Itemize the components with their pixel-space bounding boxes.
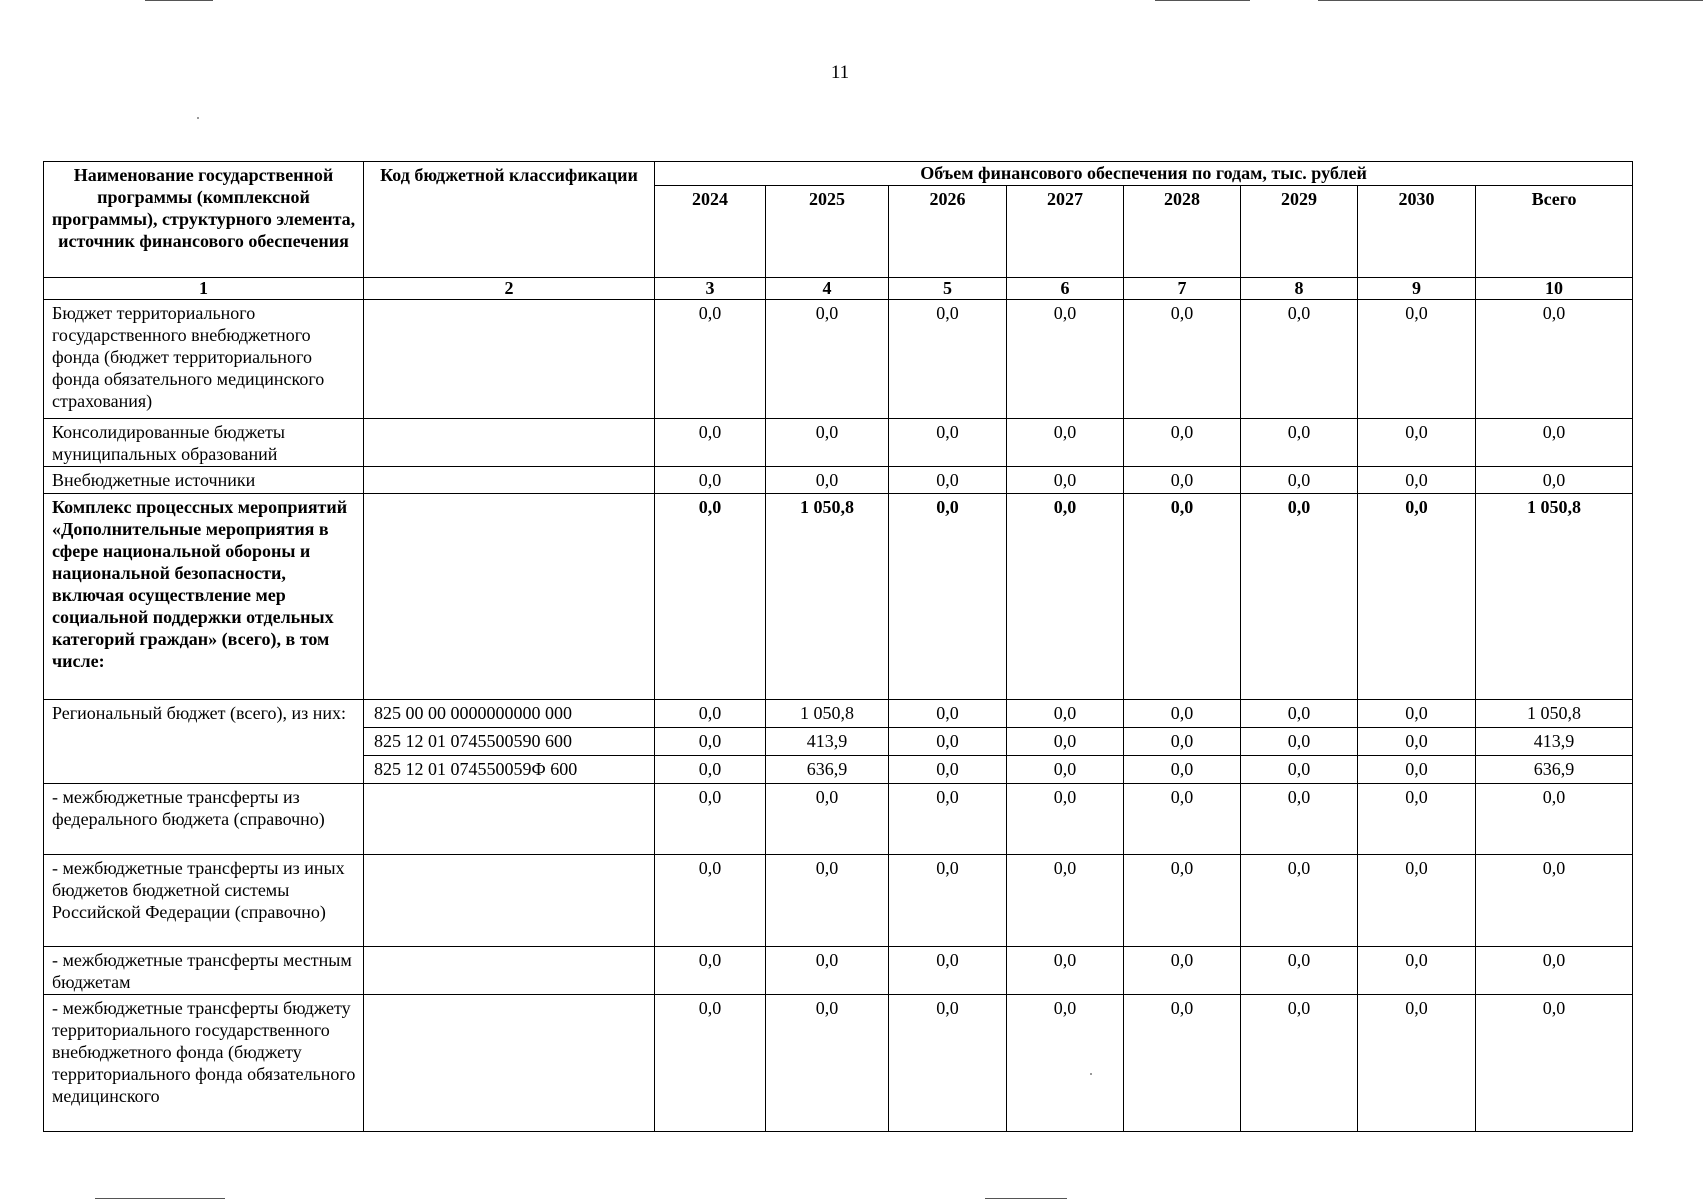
financing-table [43, 161, 1633, 1132]
value-cell: 0,0 [766, 300, 889, 419]
header-volume: Объем финансового обеспечения по годам, тыс. рублей [655, 162, 1633, 186]
value-cell: 0,0 [1124, 467, 1241, 494]
value-cell: 0,0 [889, 995, 1007, 1132]
value-cell: 0,0 [1007, 855, 1124, 947]
value-cell: 0,0 [1007, 700, 1124, 728]
value-cell: 0,0 [889, 494, 1007, 700]
value-cell: 0,0 [766, 784, 889, 855]
header-year: 2027 [1007, 186, 1124, 278]
row-code [364, 419, 655, 467]
column-number: 4 [766, 278, 889, 300]
value-cell: 0,0 [655, 855, 766, 947]
column-number: 9 [1358, 278, 1476, 300]
value-cell: 0,0 [1358, 494, 1476, 700]
value-cell: 0,0 [1007, 419, 1124, 467]
value-cell: 0,0 [1241, 995, 1358, 1132]
row-code [364, 947, 655, 995]
value-cell: 0,0 [889, 467, 1007, 494]
row-name: Внебюджетные источники [44, 467, 364, 494]
row-code [364, 494, 655, 700]
value-cell: 0,0 [1124, 784, 1241, 855]
row-code [364, 855, 655, 947]
value-cell: 0,0 [1358, 855, 1476, 947]
value-cell: 0,0 [1358, 784, 1476, 855]
value-cell: 0,0 [1241, 419, 1358, 467]
table-row [44, 419, 1633, 467]
value-cell: 0,0 [1007, 494, 1124, 700]
total-cell: 0,0 [1476, 467, 1633, 494]
value-cell: 0,0 [1358, 700, 1476, 728]
column-number: 6 [1007, 278, 1124, 300]
scan-edge-top-middle [1155, 0, 1250, 1]
value-cell: 0,0 [889, 756, 1007, 784]
value-cell: 0,0 [1124, 700, 1241, 728]
total-cell: 636,9 [1476, 756, 1633, 784]
header-year: 2026 [889, 186, 1007, 278]
value-cell: 0,0 [655, 947, 766, 995]
value-cell: 0,0 [1358, 947, 1476, 995]
row-name: Региональный бюджет (всего), из них: [44, 700, 364, 784]
column-number: 5 [889, 278, 1007, 300]
value-cell: 0,0 [766, 947, 889, 995]
table-row [44, 494, 1633, 700]
total-cell: 0,0 [1476, 784, 1633, 855]
row-code: 825 12 01 074550059Ф 600 [364, 756, 655, 784]
value-cell: 0,0 [1124, 419, 1241, 467]
value-cell: 0,0 [655, 756, 766, 784]
value-cell: 0,0 [1124, 995, 1241, 1132]
value-cell: 0,0 [1007, 784, 1124, 855]
header-year: 2030 [1358, 186, 1476, 278]
column-number: 1 [44, 278, 364, 300]
total-cell: 0,0 [1476, 995, 1633, 1132]
value-cell: 0,0 [1007, 995, 1124, 1132]
total-cell: 0,0 [1476, 419, 1633, 467]
value-cell: 0,0 [1358, 419, 1476, 467]
value-cell: 0,0 [766, 855, 889, 947]
total-cell: 0,0 [1476, 947, 1633, 995]
total-cell: 1 050,8 [1476, 700, 1633, 728]
value-cell: 0,0 [1358, 995, 1476, 1132]
scan-edge-top-right [1318, 0, 1703, 1]
value-cell: 0,0 [1124, 756, 1241, 784]
scan-edge-bottom-right [985, 1198, 1067, 1199]
column-number: 3 [655, 278, 766, 300]
value-cell: 0,0 [655, 494, 766, 700]
value-cell: 0,0 [1241, 947, 1358, 995]
value-cell: 0,0 [1358, 756, 1476, 784]
page-number: 11 [830, 62, 850, 83]
value-cell: 0,0 [766, 467, 889, 494]
value-cell: 0,0 [889, 855, 1007, 947]
row-code [364, 784, 655, 855]
row-name: Консолидированные бюджеты муниципальных образований [44, 419, 364, 467]
table-row [44, 467, 1633, 494]
row-name: Комплекс процессных мероприятий «Дополнительные мероприятия в сфере национальной обороны и национальной безопасности, включая осуществление мер социальной поддержки отдельных категорий граждан» (всего), в том числе: [44, 494, 364, 700]
row-name: - межбюджетные трансферты из иных бюджетов бюджетной системы Российской Федерации (справочно) [44, 855, 364, 947]
value-cell: 0,0 [1241, 784, 1358, 855]
value-cell: 0,0 [889, 947, 1007, 995]
row-name: - межбюджетные трансферты из федерального бюджета (справочно) [44, 784, 364, 855]
scan-edge-top-left [145, 0, 213, 1]
header-year: 2028 [1124, 186, 1241, 278]
column-number-row [44, 278, 1633, 300]
header-name: Наименование государственной программы (комплексной программы), структурного элемента, источник финансового обеспечения [44, 162, 364, 278]
header-total: Всего [1476, 186, 1633, 278]
row-code: 825 12 01 0745500590 600 [364, 728, 655, 756]
value-cell: 0,0 [1358, 728, 1476, 756]
value-cell: 0,0 [889, 300, 1007, 419]
value-cell: 0,0 [889, 419, 1007, 467]
value-cell: 1 050,8 [766, 494, 889, 700]
value-cell: 0,0 [655, 995, 766, 1132]
header-year: 2025 [766, 186, 889, 278]
value-cell: 0,0 [1241, 728, 1358, 756]
value-cell: 0,0 [1124, 494, 1241, 700]
row-code [364, 300, 655, 419]
value-cell: 0,0 [889, 784, 1007, 855]
value-cell: 0,0 [889, 700, 1007, 728]
row-name: Бюджет территориального государственного внебюджетного фонда (бюджет территориального фонда обязательного медицинского страхования) [44, 300, 364, 419]
value-cell: 0,0 [655, 784, 766, 855]
total-cell: 0,0 [1476, 855, 1633, 947]
value-cell: 0,0 [1124, 947, 1241, 995]
value-cell: 0,0 [766, 995, 889, 1132]
row-code [364, 467, 655, 494]
value-cell: 0,0 [1007, 947, 1124, 995]
value-cell: 0,0 [1007, 728, 1124, 756]
value-cell: 636,9 [766, 756, 889, 784]
value-cell: 0,0 [1241, 494, 1358, 700]
header-row [44, 162, 1633, 186]
column-number: 2 [364, 278, 655, 300]
value-cell: 0,0 [1124, 300, 1241, 419]
value-cell: 0,0 [1241, 700, 1358, 728]
row-code [364, 995, 655, 1132]
table-row [44, 995, 1633, 1132]
value-cell: 0,0 [1241, 756, 1358, 784]
value-cell: 0,0 [1124, 728, 1241, 756]
row-name: - межбюджетные трансферты бюджету территориального государственного внебюджетного фонда (бюджету территориального фонда обязательного медицинского [44, 995, 364, 1132]
row-name: - межбюджетные трансферты местным бюджетам [44, 947, 364, 995]
table-row [44, 784, 1633, 855]
table-row [44, 300, 1633, 419]
value-cell: 0,0 [1124, 855, 1241, 947]
value-cell: 1 050,8 [766, 700, 889, 728]
table-row [44, 700, 1633, 728]
value-cell: 0,0 [655, 700, 766, 728]
value-cell: 0,0 [1358, 300, 1476, 419]
column-number: 7 [1124, 278, 1241, 300]
scan-speck [197, 117, 199, 119]
header-year: 2024 [655, 186, 766, 278]
value-cell: 0,0 [889, 728, 1007, 756]
header-year: 2029 [1241, 186, 1358, 278]
header-code: Код бюджетной классификации [364, 162, 655, 278]
column-number: 10 [1476, 278, 1633, 300]
value-cell: 0,0 [1241, 467, 1358, 494]
value-cell: 0,0 [1241, 855, 1358, 947]
value-cell: 0,0 [1358, 467, 1476, 494]
table-row [44, 855, 1633, 947]
value-cell: 0,0 [655, 467, 766, 494]
value-cell: 0,0 [1007, 300, 1124, 419]
total-cell: 413,9 [1476, 728, 1633, 756]
value-cell: 0,0 [655, 728, 766, 756]
value-cell: 0,0 [1241, 300, 1358, 419]
total-cell: 1 050,8 [1476, 494, 1633, 700]
value-cell: 0,0 [655, 300, 766, 419]
column-number: 8 [1241, 278, 1358, 300]
value-cell: 0,0 [1007, 467, 1124, 494]
total-cell: 0,0 [1476, 300, 1633, 419]
table-row [44, 947, 1633, 995]
value-cell: 0,0 [766, 419, 889, 467]
value-cell: 413,9 [766, 728, 889, 756]
scan-edge-bottom-left [95, 1198, 225, 1199]
value-cell: 0,0 [1007, 756, 1124, 784]
value-cell: 0,0 [655, 419, 766, 467]
row-code: 825 00 00 0000000000 000 [364, 700, 655, 728]
